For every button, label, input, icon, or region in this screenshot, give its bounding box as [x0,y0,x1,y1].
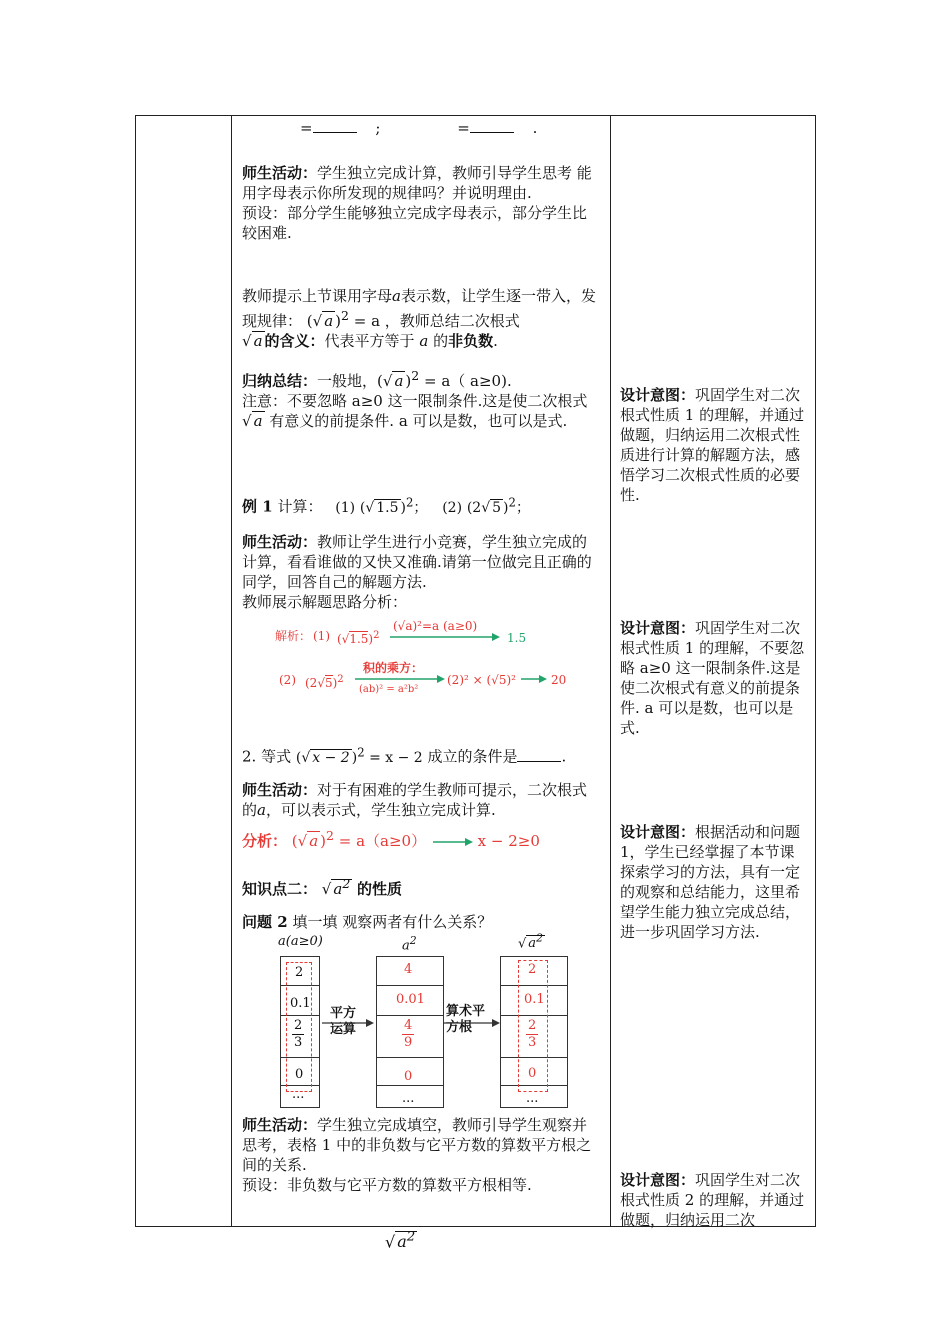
t1-val-1: 2 [295,965,304,980]
fill-in-tables-figure: a(a≥0) 2 0.1 $\frac{2}{3}$ 0 ... 平方 运算 $a^2$ 4 0.01 $\frac{4}{9}$ 0 ... 算术平 方根 √ $a^2$ 2 0.1 $\frac{2}{3}$ 0 ... [270,934,600,1109]
t3-val-1: 2 [528,962,537,977]
arrow-right-icon [322,1018,374,1028]
design-intent-4: 设计意图：巩固学生对二次根式性质 2 的理解，并通过做题，归纳运用二次 [620,1171,805,1229]
arrow-icon [431,837,473,847]
teacher-student-activity-3: 师生活动：对于有困难的学生教师可提示，二次根式的a，可以表示式，学生独立完成计算. [242,781,588,819]
t1-val-5: ... [292,1087,305,1102]
sqrt-a-expr: √ a [312,312,334,330]
t2-val-2: 0.01 [396,992,425,1007]
problem-2: 问题 2 填一填 观察两者有什么关系？ [242,913,493,931]
analysis-2: 分析： (√ a )$^2$ = a（a≥0） x − 2≥0 [242,828,540,850]
table-border-right [815,115,816,1227]
answer-line: = ; = . [300,119,538,137]
t1-val-4: 0 [295,1067,304,1082]
example-1: 例 1 计算： (1) (√ 1.5 )$^2$； (2) (2√ 5 )$^2$； [242,495,530,516]
teacher-student-activity-2: 师生活动：教师让学生进行小竞赛，学生独立完成的计算，看看谁做的又快又准确.请第一位做完且正确的同学，回答自己的解题方法. 教师展示解题思路分析： [242,533,592,611]
condition-blank[interactable] [517,749,561,762]
t2-val-4: 0 [404,1069,413,1084]
answer-blank-1[interactable] [313,120,357,133]
t2-val-5: ... [402,1091,415,1106]
sqrt-a-symbol: √ a [242,332,263,350]
table-divider-2 [610,115,611,1227]
knowledge-point-2: 知识点二： √ $a^2$ 的性质 [242,876,403,898]
table-divider-1 [231,115,232,1227]
summary: 归纳总结：一般地，(√ a )$^2$ = a（ a≥0). 注意：不要忽略 a≥0 这一限制条件.这是使二次根式 √ a 有意义的前提条件. a 可以是数，也可以是式. [242,368,588,430]
design-intent-2: 设计意图：巩固学生对二次根式性质 1 的理解，不要忽略 a≥0 这一限制条件.这是使二次根式有意义的前提条件. a 可以是数，也可以是式. [620,619,805,737]
t3-val-3: $\frac{2}{3}$ [528,1018,537,1050]
arrow-icon [390,632,500,642]
solution-analysis: 解析： (1) $(√1.5)^2$ (√a)²=a (a≥0) 1.5 (2) $(2√5)^2$ 积的乘方： (ab)² = a²b² (2)² × (√5)² 20 [275,619,567,695]
table-border-left [135,115,136,1227]
t3-val-5: ... [526,1091,539,1106]
t2-val-1: 4 [404,962,413,977]
t3-val-4: 0 [528,1066,537,1081]
t3-val-2: 0.1 [524,992,545,1007]
design-intent-1: 设计意图：巩固学生对二次根式性质 1 的理解，并通过做题，归纳运用二次根式性质进行计算的解题方法，感悟学习二次根式性质的必要性. [620,386,805,504]
arrow-right-icon [444,1018,500,1028]
preset-4: 预设：非负数与它平方数的算数平方根相等. [242,1176,532,1194]
teacher-student-activity-1: 师生活动：学生独立完成计算，教师引导学生思考 能用字母表示你所发现的规律吗？并说明理由. 预设：部分学生能够独立完成字母表示，部分学生比较困难. [242,163,600,243]
table-border-top [135,115,816,116]
t1-val-3: $\frac{2}{3}$ [294,1018,303,1050]
answer-blank-2[interactable] [470,120,514,133]
footer-sqrt-expr: √ $a^2$ [385,1230,416,1252]
question-condition: 2. 等式 (√ x − 2 )$^2$ = x − 2 成立的条件是 . [242,745,567,766]
preset-1: 预设：部分学生能够独立完成字母表示，部分学生比较困难. [242,204,588,242]
teacher-student-activity-4: 师生活动：学生独立完成填空，教师引导学生观察并思考，表格 1 中的非负数与它平方数的算数平方根之间的关系. 预设：非负数与它平方数的算数平方根相等. [242,1115,600,1195]
arrow-label-1: 平方 运算 [330,1006,357,1037]
design-intent-3: 设计意图：根据活动和问题 1，学生已经掌握了本节课探索学习的方法，具有一定的观察和总结能力，这里希望学生能力独立完成总结，进一步巩固学习方法. [620,823,801,941]
arrow-icon [521,674,547,684]
teacher-hint: 教师提示上节课用字母a表示数，让学生逐一带入，发现规律： (√ a )$^2$ = a ，教师总结二次根式 √ a 的含义：代表平方等于 a 的非负数. [242,287,596,350]
arrow-label-2: 算术平 方根 [446,1004,486,1035]
t1-val-2: 0.1 [290,996,311,1011]
t2-val-3: $\frac{4}{9}$ [404,1018,413,1050]
